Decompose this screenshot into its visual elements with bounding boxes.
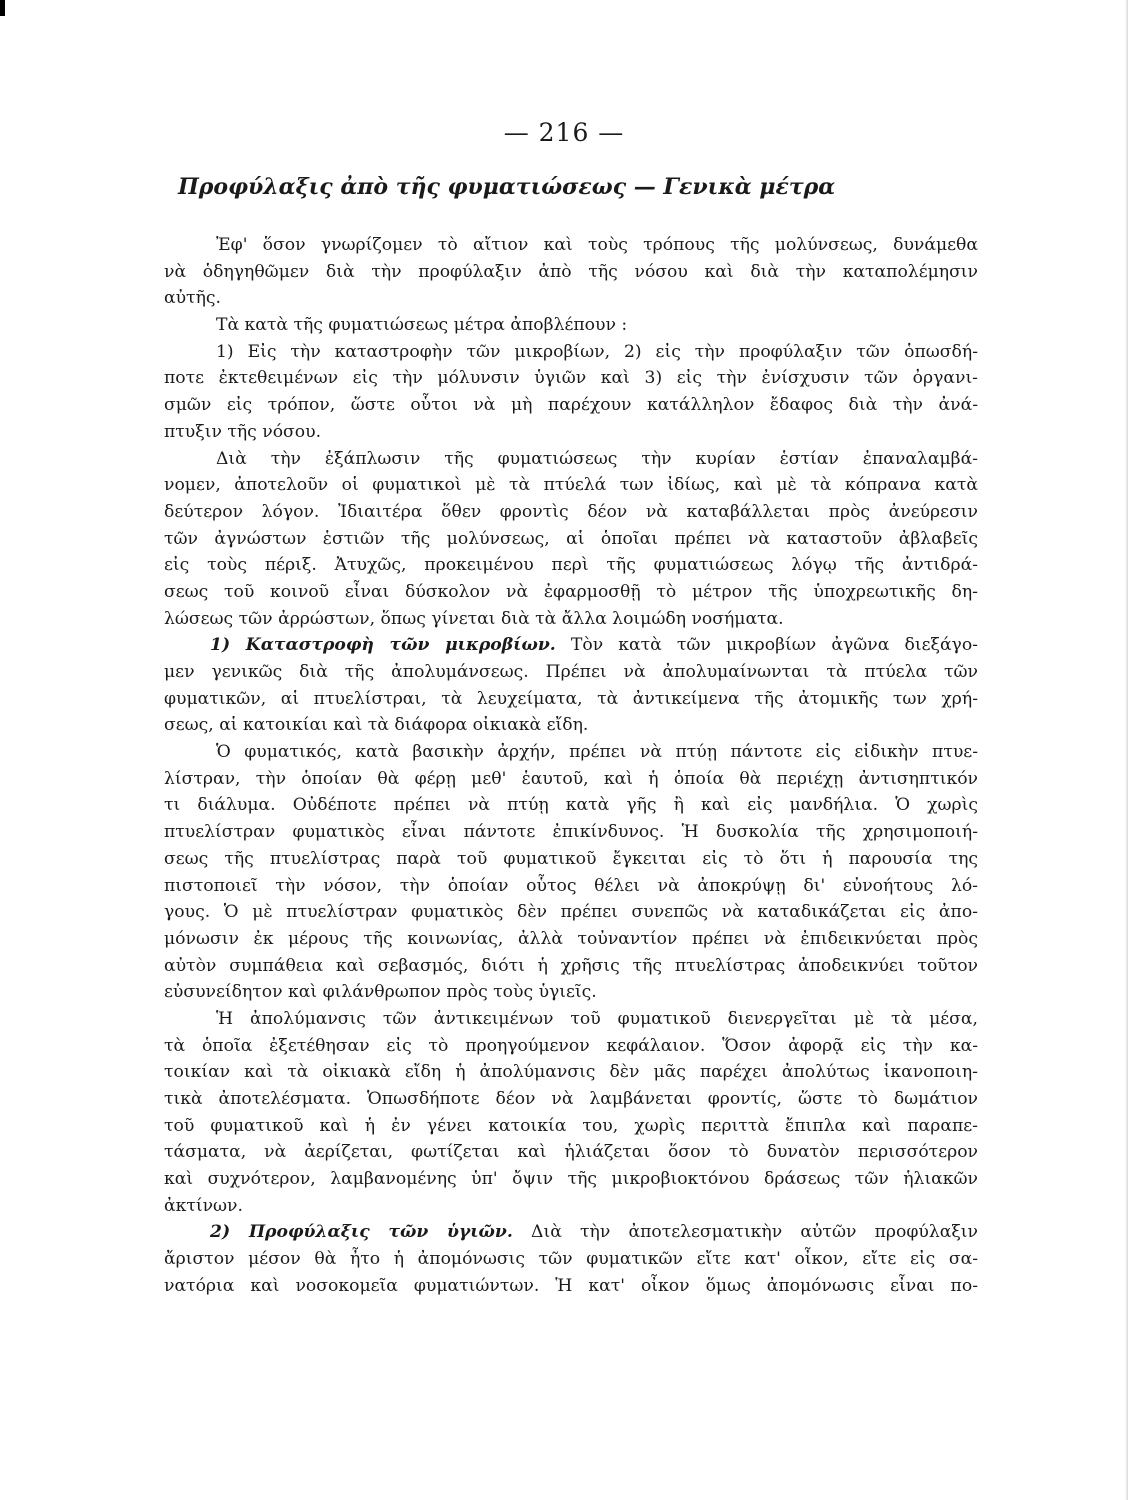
text-line [164, 419, 978, 446]
line-text: καὶ συχνότερον, λαμβανομένης ὑπ' ὄψιν τῆς μικροβιοκτόνου δράσεως τῶν ἡλιακῶν [164, 1169, 978, 1190]
text-line [164, 312, 978, 339]
text-line [164, 285, 978, 312]
text-line [164, 1139, 978, 1166]
line-text: Διὰ τὴν ἀποτελεσματικὴν αὐτῶν προφύλαξιν [512, 1222, 978, 1243]
text-line [164, 526, 978, 553]
text-line [164, 1193, 978, 1220]
line-text: σεως τοῦ κοινοῦ εἶναι δύσκολον νὰ ἐφαρμοσθῇ τὸ μέτρον τῆς ὑποχρεωτικῆς δη- [164, 581, 978, 602]
text-line [164, 472, 978, 499]
line-text: Ὁ φυματικός, κατὰ βασικὴν ἀρχήν, πρέπει νὰ πτύῃ πάντοτε εἰς εἰδικὴν πτυε- [216, 742, 978, 763]
text-line [164, 792, 978, 819]
line-text: νατόρια καὶ νοσοκομεῖα φυματιώντων. Ἡ κατ' οἶκον ὅμως ἀπομόνωσις εἶναι πο- [164, 1275, 978, 1296]
text-line [164, 259, 978, 286]
text-line [164, 1219, 978, 1246]
line-text: Ἡ ἀπολύμανσις τῶν ἀντικειμένων τοῦ φυματικοῦ διενεργεῖται μὲ τὰ μέσα, [216, 1008, 978, 1029]
line-text: λώσεως τῶν ἀρρώστων, ὅπως γίνεται διὰ τὰ ἄλλα λοιμώδη νοσήματα. [164, 608, 784, 629]
line-text: Τὰ κατὰ τῆς φυματιώσεως μέτρα ἀποβλέπουν : [216, 315, 628, 336]
line-text: τὰ ὁποῖα ἐξετέθησαν εἰς τὸ προηγούμενον κεφάλαιον. Ὅσον ἀφορᾷ εἰς τὴν κα- [164, 1035, 978, 1056]
text-line [164, 1006, 978, 1033]
text-line [164, 365, 978, 392]
text-line [164, 392, 978, 419]
subsection-title: 2) Προφύλαξις τῶν ὑγιῶν. [210, 1222, 513, 1243]
line-text: τῶν ἀγνώστων ἑστιῶν τῆς μολύνσεως, αἱ ὁποῖαι πρέπει νὰ καταστοῦν ἀβλαβεῖς [164, 528, 978, 549]
text-line [164, 739, 978, 766]
text-line [164, 339, 978, 366]
section-heading: Προφύλαξις ἀπὸ τῆς φυματιώσεως — Γενικὰ μέτρα [178, 174, 836, 200]
text-line [164, 499, 978, 526]
line-text: γους. Ὁ μὲ πτυελίστραν φυματικὸς δὲν πρέπει συνεπῶς νὰ καταδικάζεται εἰς ἀπο- [164, 902, 978, 923]
line-text: σμῶν εἰς τρόπον, ὥστε οὗτοι νὰ μὴ παρέχουν κατάλληλον ἔδαφος διὰ τὴν ἀνά- [164, 395, 978, 416]
line-text: μόνωσιν ἐκ μέρους τῆς κοινωνίας, ἀλλὰ τοὐναντίον πρέπει νὰ ἐπιδεικνύεται πρὸς [164, 928, 978, 949]
line-text: νομεν, ἀποτελοῦν οἱ φυματικοὶ μὲ τὰ πτύελά των ἰδίως, καὶ μὲ τὰ κόπρανα κατὰ [164, 475, 978, 496]
line-text: τικὰ ἀποτελέσματα. Ὁπωσδήποτε δέον νὰ λαμβάνεται φροντίς, ὥστε τὸ δωμάτιον [164, 1089, 978, 1109]
line-text: δεύτερον λόγον. Ἰδιαιτέρα ὅθεν φροντὶς δέον νὰ καταβάλλεται πρὸς ἀνεύρεσιν [164, 501, 978, 522]
line-text: τάσματα, νὰ ἀερίζεται, φωτίζεται καὶ ἡλιάζεται ὅσον τὸ δυνατὸν περισσότερον [164, 1142, 978, 1163]
line-text: λίστραν, τὴν ὁποίαν θὰ φέρῃ μεθ' ἑαυτοῦ, καὶ ἡ ὁποία θὰ περιέχῃ ἀντισηπτικόν [164, 768, 978, 789]
line-text: νὰ ὁδηγηθῶμεν διὰ τὴν προφύλαξιν ἀπὸ τῆς νόσου καὶ διὰ τὴν καταπολέμησιν [164, 261, 978, 282]
text-line [164, 446, 978, 473]
text-line [164, 606, 978, 633]
subsection-title: 1) Καταστροφὴ τῶν μικροβίων. [210, 635, 556, 656]
line-text: τοικίαν καὶ τὰ οἰκιακὰ εἴδη ἡ ἀπολύμανσις δὲν μᾶς παρέχει ἀπολύτως ἱκανοποιη- [164, 1062, 978, 1083]
line-text: πτυξιν τῆς νόσου. [164, 421, 322, 442]
text-line [164, 766, 978, 793]
text-line [164, 926, 978, 953]
text-line [164, 819, 978, 846]
line-text: ἄριστον μέσον θὰ ἦτο ἡ ἀπομόνωσις τῶν φυματικῶν εἴτε κατ' οἶκον, εἴτε εἰς σα- [164, 1249, 978, 1270]
text-line [164, 1166, 978, 1193]
text-line [164, 1113, 978, 1140]
line-text: πτυελίστραν φυματικὸς εἶναι πάντοτε ἐπικίνδυνος. Ἡ δυσκολία τῆς χρησιμοποιή- [164, 822, 978, 843]
text-line [164, 632, 978, 659]
line-text: 1) Εἰς τὴν καταστροφὴν τῶν μικροβίων, 2) εἰς τὴν προφύλαξιν τῶν ὁπωσδή- [216, 341, 978, 362]
text-line [164, 1033, 978, 1060]
line-text: μεν γενικῶς διὰ τῆς ἀπολυμάνσεως. Πρέπει νὰ ἀπολυμαίνωνται τὰ πτύελα τῶν [164, 662, 978, 682]
line-text: αὐτῆς. [164, 288, 221, 309]
page-number: — 216 — [503, 118, 625, 147]
text-line [164, 659, 978, 686]
line-text: αὐτὸν συμπάθεια καὶ σεβασμός, διότι ἡ χρῆσις τῆς πτυελίστρας ἀποδεικνύει τοῦτον [164, 955, 978, 976]
text-line [164, 953, 978, 980]
text-line [164, 1059, 978, 1086]
text-line [164, 579, 978, 606]
line-text: ποτε ἐκτεθειμένων εἰς τὴν μόλυνσιν ὑγιῶν καὶ 3) εἰς τὴν ἐνίσχυσιν τῶν ὀργανι- [164, 368, 978, 389]
body-text [164, 232, 978, 1300]
line-text: φυματικῶν, αἱ πτυελίστραι, τὰ λευχείματα, τὰ ἀντικείμενα τῆς ἀτομικῆς των χρή- [164, 688, 978, 709]
text-line [164, 686, 978, 713]
text-line [164, 1273, 978, 1300]
line-text: Τὸν κατὰ τῶν μικροβίων ἀγῶνα διεξάγο- [555, 635, 978, 656]
text-line [164, 873, 978, 900]
scan-corner-mark [0, 0, 5, 16]
text-line [164, 979, 978, 1006]
line-text: ἀκτίνων. [164, 1195, 243, 1216]
line-text: σεως τῆς πτυελίστρας παρὰ τοῦ φυματικοῦ ἔγκειται εἰς τὸ ὅτι ἡ παρουσία της [164, 848, 978, 869]
text-line [164, 1246, 978, 1273]
line-text: εὐσυνείδητον καὶ φιλάνθρωπον πρὸς τοὺς ὑγιεῖς. [164, 982, 597, 1003]
text-line [164, 899, 978, 926]
text-line [164, 552, 978, 579]
line-text: εἰς τοὺς πέριξ. Ἀτυχῶς, προκειμένου περὶ τῆς φυματιώσεως λόγῳ τῆς ἀντιδρά- [164, 555, 978, 576]
text-line [164, 712, 978, 739]
text-line [164, 232, 978, 259]
line-text: Ἐφ' ὅσον γνωρίζομεν τὸ αἴτιον καὶ τοὺς τρόπους τῆς μολύνσεως, δυνάμεθα [216, 235, 978, 255]
line-text: τοῦ φυματικοῦ καὶ ἡ ἐν γένει κατοικία του, χωρὶς περιττὰ ἔπιπλα καὶ παραπε- [164, 1115, 978, 1136]
line-text: τι διάλυμα. Οὐδέποτε πρέπει νὰ πτύῃ κατὰ γῆς ἢ καὶ εἰς μανδήλια. Ὁ χωρὶς [164, 795, 978, 816]
line-text: Διὰ τὴν ἐξάπλωσιν τῆς φυματιώσεως τὴν κυρίαν ἑστίαν ἐπαναλαμβά- [216, 448, 978, 469]
line-text: πιστοποιεῖ τὴν νόσον, τὴν ὁποίαν οὗτος θέλει νὰ ἀποκρύψῃ δι' εὐνοήτους λό- [164, 875, 978, 896]
line-text: σεως, αἱ κατοικίαι καὶ τὰ διάφορα οἰκιακὰ εἴδη. [164, 715, 589, 736]
text-line [164, 846, 978, 873]
text-line [164, 1086, 978, 1113]
